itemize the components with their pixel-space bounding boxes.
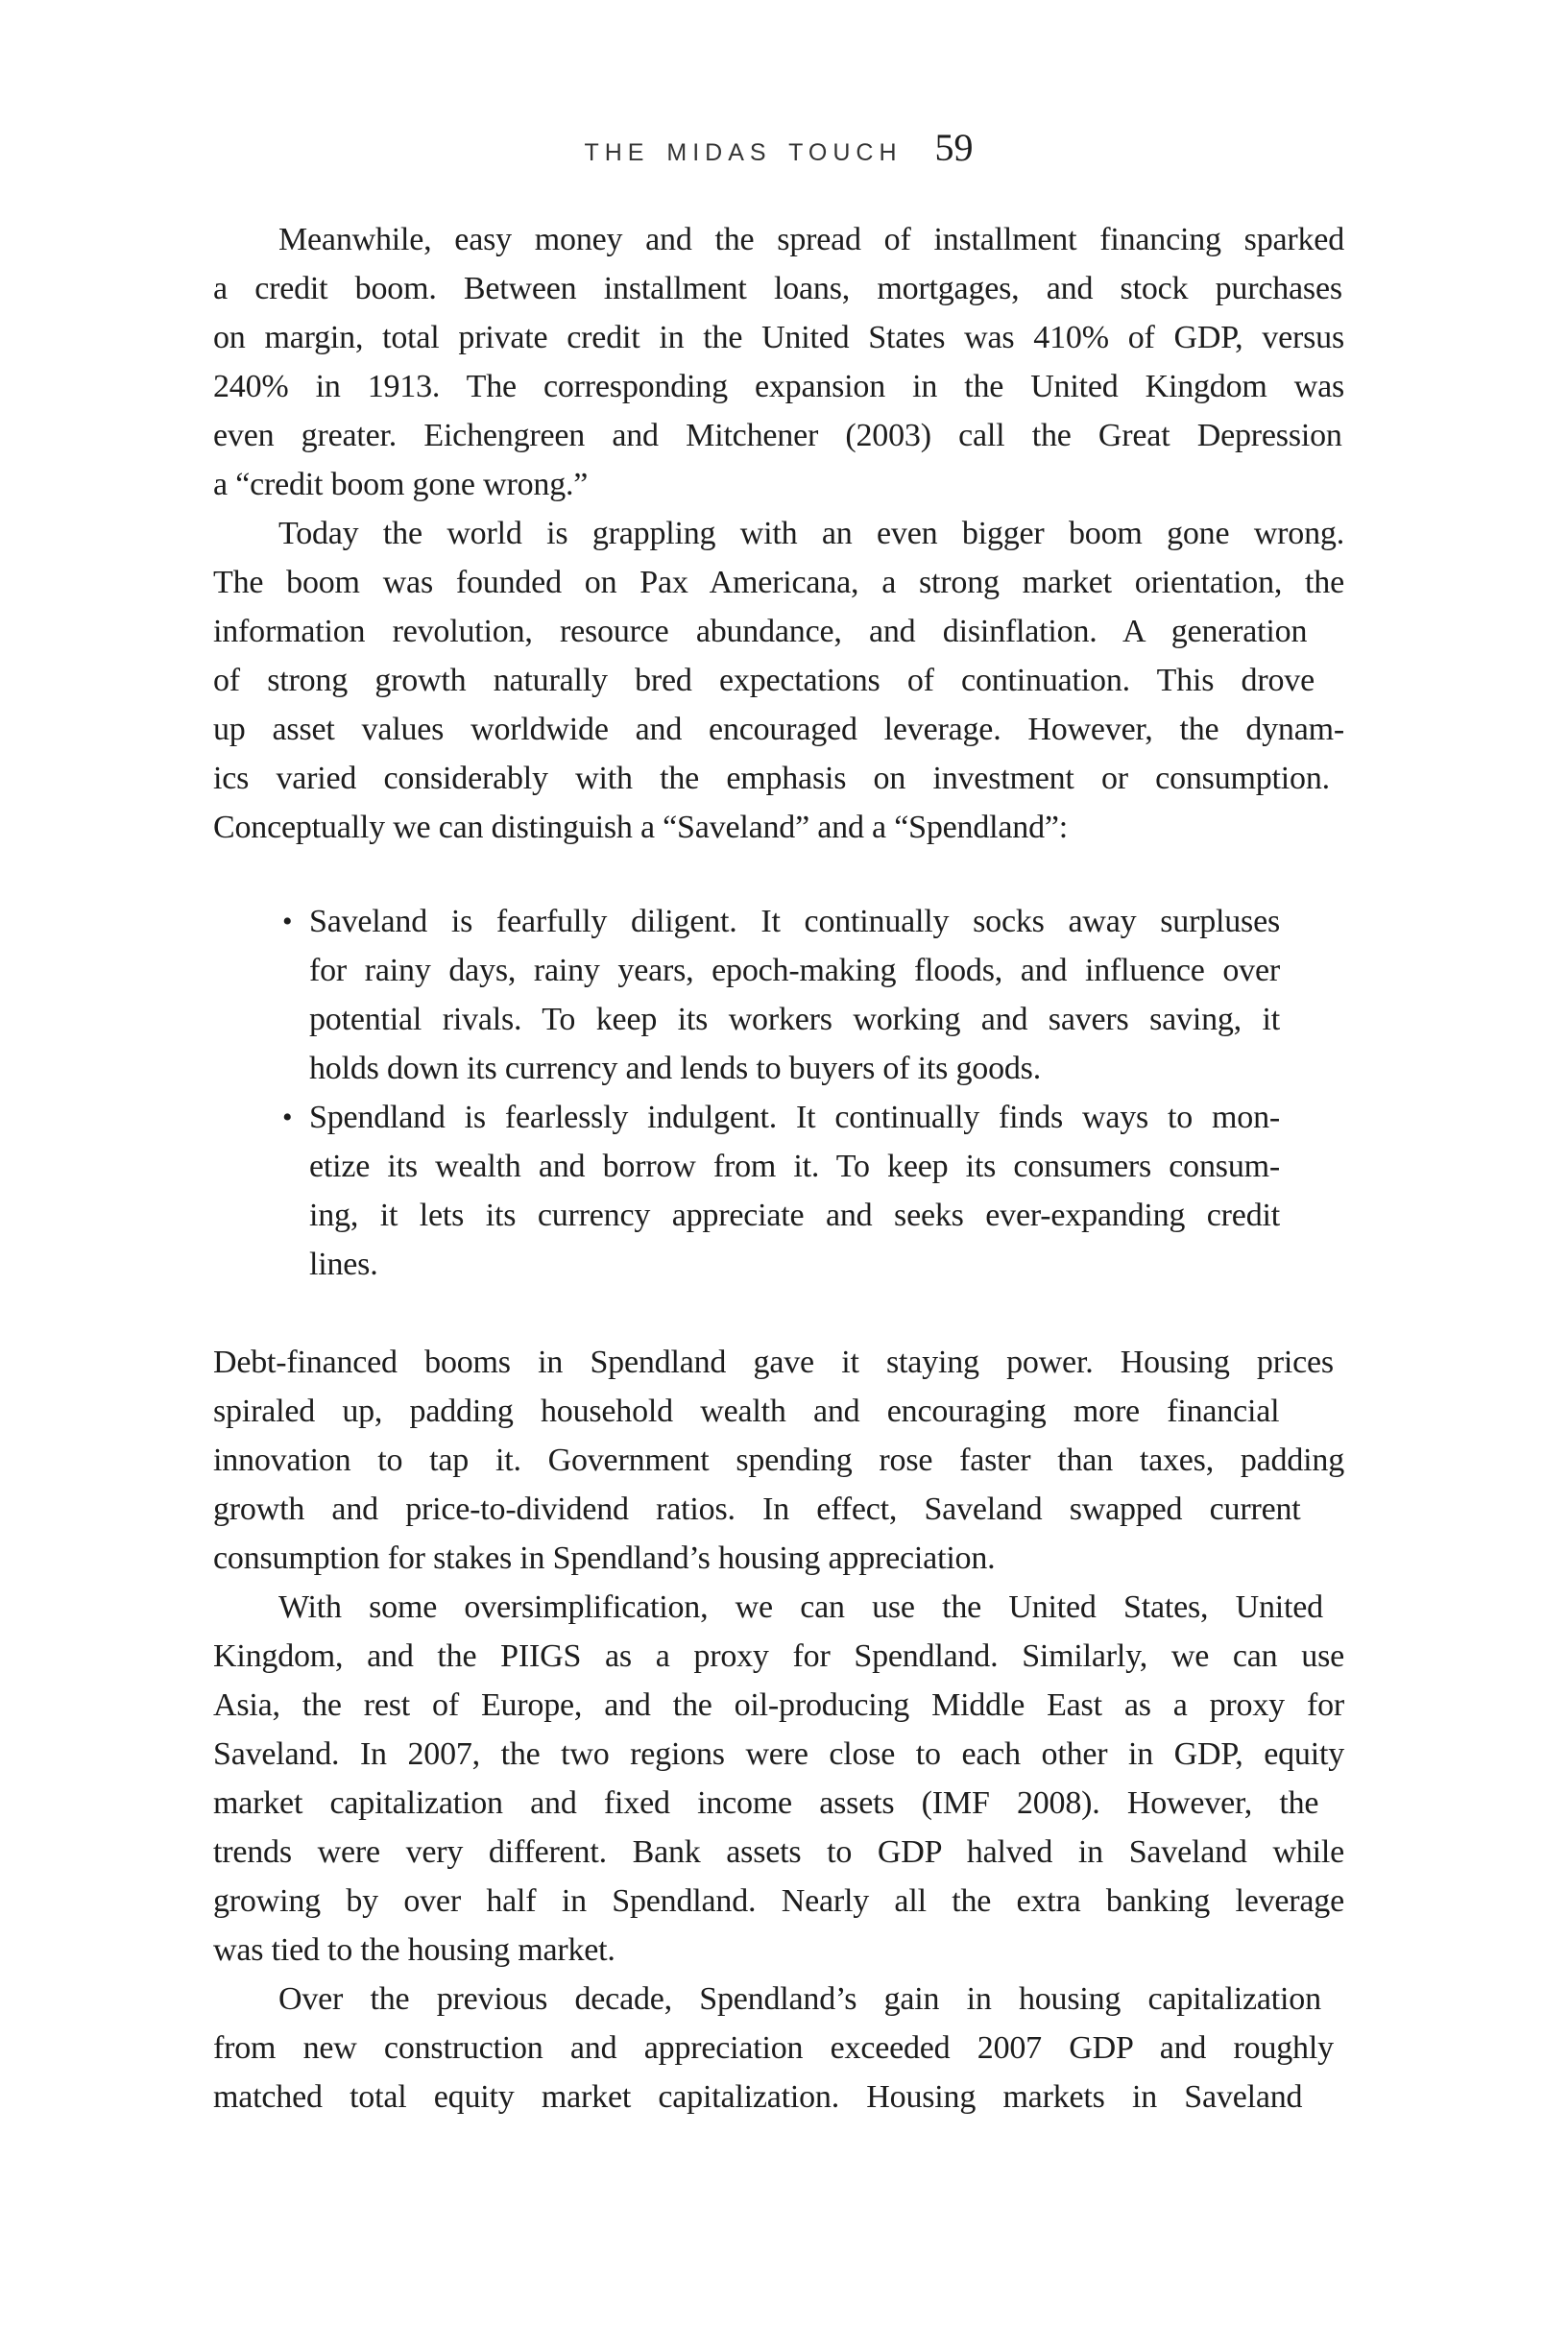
paragraph-5 — [213, 1975, 1344, 2122]
text-line: a “credit boom gone wrong.” — [213, 467, 589, 502]
text-line: Kingdom, and the PIIGS as a proxy for Spendland. Similarly, we can use — [213, 1638, 1344, 1674]
text-line: Conceptually we can distinguish a “Saveland” and a “Spendland”: — [213, 810, 1069, 845]
page-body-text — [213, 215, 1344, 2122]
text-line: etize its wealth and borrow from it. To keep its consumers consum- — [309, 1149, 1280, 1184]
text-line: consumption for stakes in Spendland’s housing appreciation. — [213, 1540, 996, 1576]
text-line: spiraled up, padding household wealth and encouraging more financial — [213, 1394, 1280, 1429]
bullet-list — [213, 897, 1344, 1289]
text-line: holds down its currency and lends to buyers of its goods. — [309, 1051, 1042, 1086]
text-line: innovation to tap it. Government spending rose faster than taxes, padding — [213, 1443, 1344, 1478]
text-line: Meanwhile, easy money and the spread of installment financing sparked — [278, 222, 1344, 257]
text-line: With some oversimplification, we can use the United States, United — [278, 1589, 1323, 1625]
paragraph-1 — [213, 215, 1344, 509]
running-head — [213, 125, 1344, 170]
paragraph-2 — [213, 509, 1344, 852]
text-line: information revolution, resource abundance, and disinflation. A generation — [213, 614, 1308, 649]
bullet-item-spendland — [213, 1093, 1344, 1289]
text-line: from new construction and appreciation exceeded 2007 GDP and roughly — [213, 2030, 1334, 2066]
text-line: Asia, the rest of Europe, and the oil-producing Middle East as a proxy for — [213, 1687, 1344, 1723]
text-line: ing, it lets its currency appreciate and seeks ever-expanding credit — [309, 1198, 1280, 1233]
text-line: even greater. Eichengreen and Mitchener (2003) call the Great Depression — [213, 418, 1342, 453]
text-line: Over the previous decade, Spendland’s gain in housing capitalization — [278, 1981, 1321, 2017]
text-line: growing by over half in Spendland. Nearly all the extra banking leverage — [213, 1883, 1344, 1919]
text-line: for rainy days, rainy years, epoch-making floods, and influence over — [309, 953, 1280, 988]
text-line: matched total equity market capitalization. Housing markets in Saveland — [213, 2079, 1303, 2115]
text-line: Saveland. In 2007, the two regions were close to each other in GDP, equity — [213, 1736, 1344, 1772]
text-line: market capitalization and fixed income assets (IMF 2008). However, the — [213, 1785, 1319, 1821]
text-line: Saveland is fearfully diligent. It continually socks away surpluses — [309, 904, 1280, 939]
text-line: Debt-financed booms in Spendland gave it staying power. Housing prices — [213, 1345, 1334, 1380]
bullet-marker: • — [282, 906, 293, 937]
running-head-title: THE MIDAS TOUCH — [584, 139, 903, 166]
text-line: Spendland is fearlessly indulgent. It continually finds ways to mon- — [309, 1100, 1280, 1135]
text-line: growth and price-to-dividend ratios. In effect, Saveland swapped current — [213, 1491, 1301, 1527]
text-line: on margin, total private credit in the United States was 410% of GDP, versus — [213, 320, 1344, 355]
text-line: potential rivals. To keep its workers working and savers saving, it — [309, 1002, 1280, 1037]
text-line: trends were very different. Bank assets to GDP halved in Saveland while — [213, 1834, 1344, 1870]
page-number: 59 — [934, 126, 974, 169]
text-line: was tied to the housing market. — [213, 1932, 615, 1968]
text-line: up asset values worldwide and encouraged leverage. However, the dynam- — [213, 712, 1344, 747]
paragraph-3 — [213, 1338, 1344, 1583]
text-line: ics varied considerably with the emphasis on investment or consumption. — [213, 761, 1330, 796]
bullet-marker: • — [282, 1102, 293, 1133]
bullet-item-saveland — [213, 897, 1344, 1093]
text-line: of strong growth naturally bred expectations of continuation. This drove — [213, 663, 1315, 698]
text-line: a credit boom. Between installment loans, mortgages, and stock purchases — [213, 271, 1342, 306]
paragraph-4 — [213, 1583, 1344, 1975]
text-line: lines. — [309, 1247, 378, 1282]
text-line: The boom was founded on Pax Americana, a strong market orientation, the — [213, 565, 1344, 600]
text-line: 240% in 1913. The corresponding expansion in the United Kingdom was — [213, 369, 1344, 404]
text-line: Today the world is grappling with an even bigger boom gone wrong. — [278, 516, 1344, 551]
